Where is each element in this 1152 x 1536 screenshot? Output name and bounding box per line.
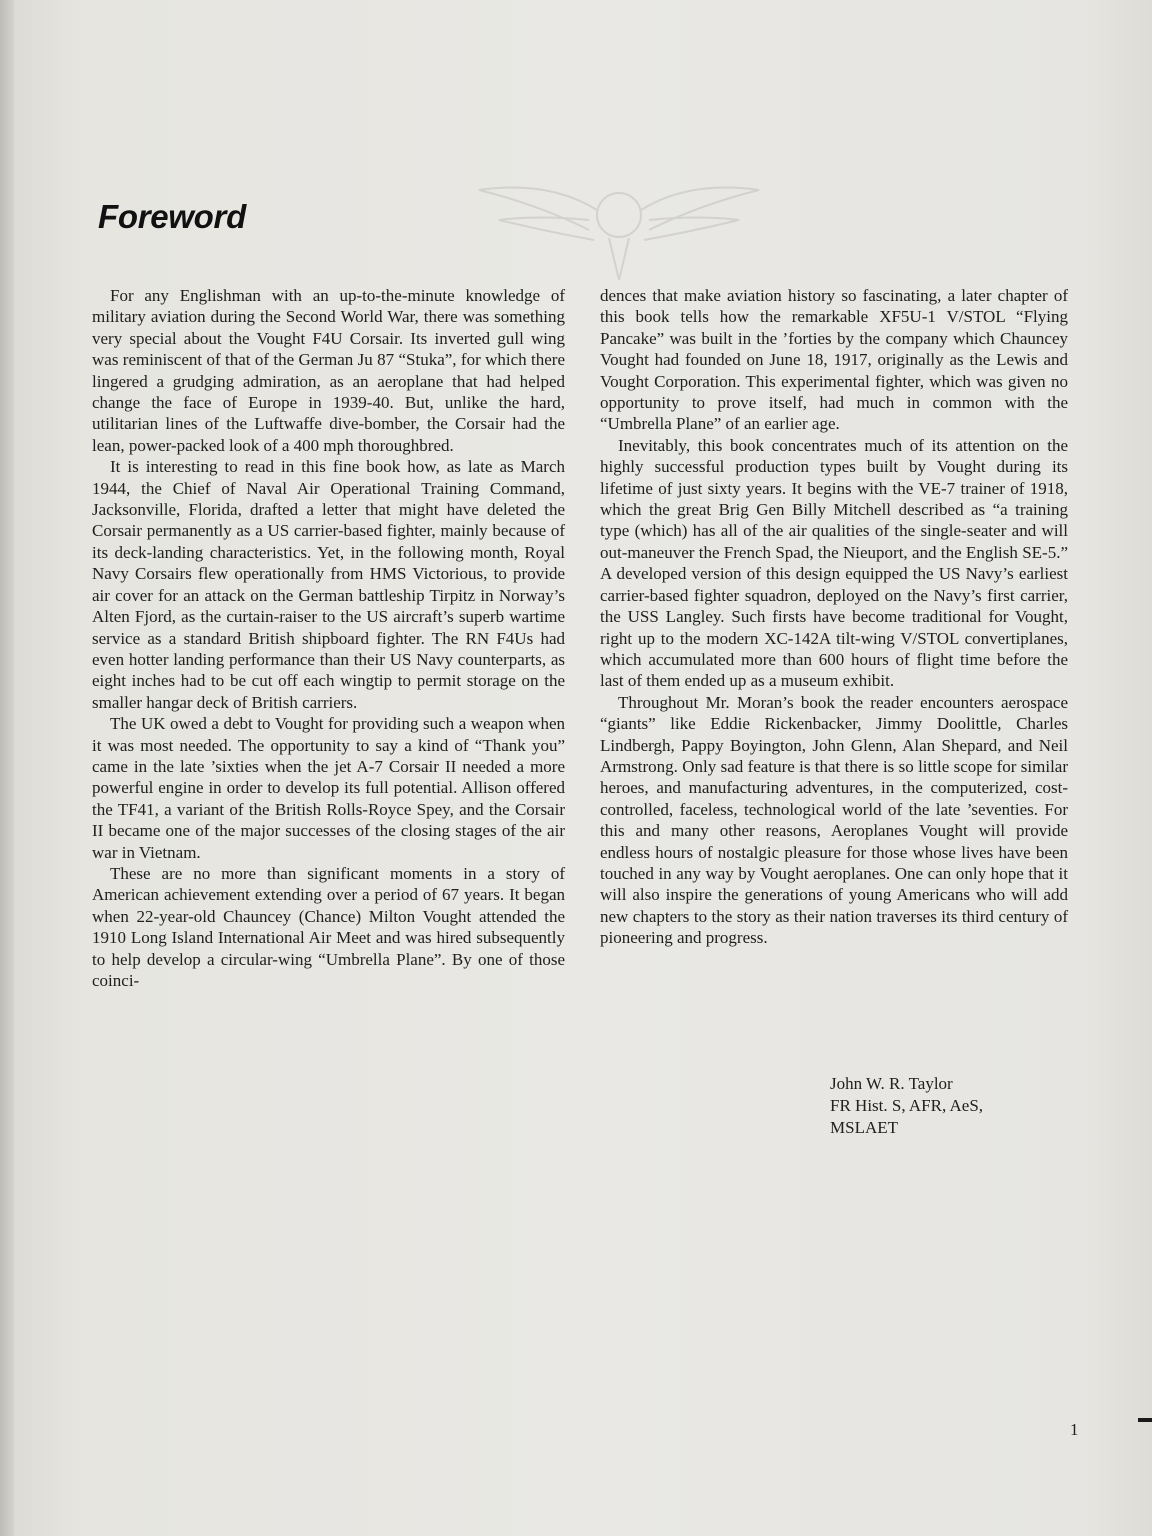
right-column [600, 285, 1068, 949]
author-signature [830, 1073, 983, 1139]
page-number: 1 [1070, 1420, 1079, 1439]
left-column [92, 285, 565, 991]
author-credentials-line-1: FR Hist. S, AFR, AeS, [830, 1096, 984, 1115]
paragraph: Inevitably, this book concentrates much of its attention on the highly successful production types built by Vought during its lifetime of just sixty years. It begins with the VE-7 trainer of 1918, which the great Brig Gen Billy Mitchell described as “a training type (which) has all of the air qualities of the single-seater and will out-maneuver the French Spad, the Nieuport, and the English SE-5.” A developed version of this design equipped the US Navy’s earliest carrier-based fighter squadron, deployed on the Navy’s first carrier, the USS Langley. Such firsts have become traditional for Vought, right up to the modern XC-142A tilt-wing V/STOL convertiplanes, which accumulated more than 600 hours of flight time before the last of them ended up as a museum exhibit. [600, 435, 1068, 691]
page-edge-mark [1138, 1418, 1152, 1422]
author-name: John W. R. Taylor [830, 1074, 953, 1093]
page-title: Foreword [98, 198, 246, 235]
paragraph: dences that make aviation history so fascinating, a later chapter of this book tells how the remarkable XF5U-1 V/STOL “Flying Pancake” was built in the ’forties by the company which Chauncey Vought had founded on June 18, 1917, originally as the Lewis and Vought Corporation. This experimental fighter, which was given no opportunity to prove itself, had much in common with the “Umbrella Plane” of an earlier age. [600, 286, 1068, 434]
eagle-emblem-watermark [469, 160, 769, 290]
paragraph: For any Englishman with an up-to-the-minute knowledge of military aviation during the Second World War, there was something very special about the Vought F4U Corsair. Its inverted gull wing was reminiscent of that of the German Ju 87 “Stuka”, for which there lingered a grudging admiration, as an aeroplane that had helped change the face of Europe in 1939-40. But, unlike the hard, utilitarian lines of the Luftwaffe dive-bomber, the Corsair had the lean, power-packed look of a 400 mph thoroughbred. [92, 286, 565, 455]
paragraph: It is interesting to read in this fine book how, as late as March 1944, the Chief of Naval Air Operational Training Command, Jacksonville, Florida, drafted a letter that might have deleted the Corsair permanently as a US carrier-based fighter, mainly because of its deck-landing characteristics. Yet, in the following month, Royal Navy Corsairs flew operationally from HMS Victorious, to provide air cover for an attack on the German battleship Tirpitz in Norway’s Alten Fjord, as the curtain-raiser to the US aircraft’s superb wartime service as a standard British shipboard fighter. The RN F4Us had even hotter landing performance than their US Navy counterparts, as eight inches had to be cut off each wingtip to permit storage on the smaller hangar deck of British carriers. [92, 457, 565, 712]
author-credentials-line-2: MSLAET [830, 1118, 898, 1137]
book-page [14, 0, 1152, 1536]
paragraph: The UK owed a debt to Vought for providing such a weapon when it was most needed. The opportunity to say a kind of “Thank you” came in the late ’sixties when the jet A-7 Corsair II needed a more powerful engine in order to develop its full potential. Allison offered the TF41, a variant of the British Rolls-Royce Spey, and the Corsair II became one of the major successes of the closing stages of the air war in Vietnam. [92, 714, 565, 862]
paragraph: Throughout Mr. Moran’s book the reader encounters aerospace “giants” like Eddie Rickenbacker, Jimmy Doolittle, Charles Lindbergh, Pappy Boyington, John Glenn, Alan Shepard, and Neil Armstrong. Only sad feature is that there is so little scope for similar heroes, and manufacturing adventures, in the computerized, cost-controlled, faceless, technological world of the late ’seventies. For this and many other reasons, Aeroplanes Vought will provide endless hours of nostalgic pleasure for those whose lives have been touched in any way by Vought aeroplanes. One can only hope that it will also inspire the generations of young Americans who will add new chapters to the story as their nation traverses its third century of pioneering and progress. [600, 692, 1068, 948]
paragraph: These are no more than significant moments in a story of American achievement extending over a period of 67 years. It began when 22-year-old Chauncey (Chance) Milton Vought attended the 1910 Long Island International Air Meet and was hired subsequently to help develop a circular-wing “Umbrella Plane”. By one of those coinci- [92, 863, 565, 990]
page-spine-shadow [0, 0, 14, 1536]
